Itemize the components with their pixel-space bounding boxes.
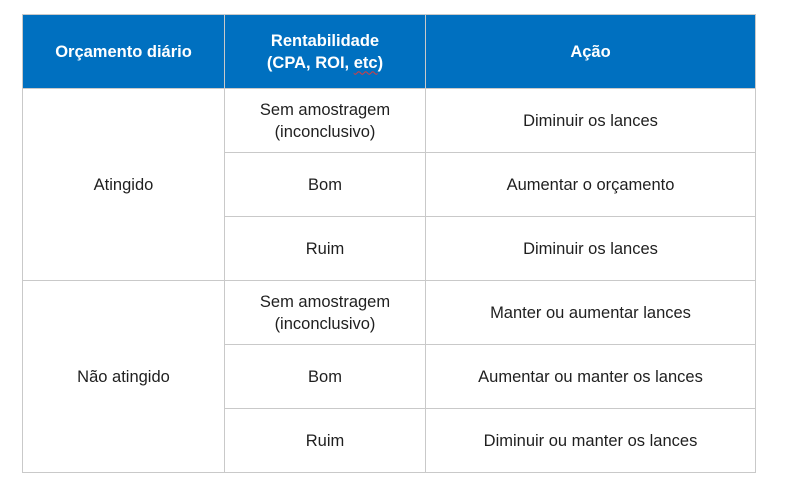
header-profitability-etc: etc xyxy=(353,53,378,72)
profitability-cell: Bom xyxy=(225,345,426,409)
header-profitability-prefix: (CPA, ROI, xyxy=(266,53,354,72)
profitability-line2: (inconclusivo) xyxy=(274,314,376,333)
action-cell: Diminuir ou manter os lances xyxy=(426,409,756,473)
table-row xyxy=(23,89,756,153)
action-cell: Manter ou aumentar lances xyxy=(426,281,756,345)
action-cell: Diminuir os lances xyxy=(426,217,756,281)
profitability-cell: Ruim xyxy=(225,409,426,473)
action-cell: Diminuir os lances xyxy=(426,89,756,153)
profitability-cell xyxy=(225,281,426,345)
header-profitability-suffix: ) xyxy=(377,53,384,72)
profitability-cell xyxy=(225,89,426,153)
header-row xyxy=(23,15,756,89)
action-cell: Aumentar o orçamento xyxy=(426,153,756,217)
budget-cell: Atingido xyxy=(23,89,225,281)
action-cell: Aumentar ou manter os lances xyxy=(426,345,756,409)
header-action: Ação xyxy=(426,15,756,89)
header-profitability-line1: Rentabilidade xyxy=(270,31,380,50)
profitability-cell: Ruim xyxy=(225,217,426,281)
header-profitability-line2 xyxy=(231,52,419,74)
profitability-cell: Bom xyxy=(225,153,426,217)
profitability-line1: Sem amostragem xyxy=(259,100,391,119)
budget-strategy-table xyxy=(22,14,756,473)
profitability-line1: Sem amostragem xyxy=(259,292,391,311)
profitability-line2: (inconclusivo) xyxy=(274,122,376,141)
header-budget: Orçamento diário xyxy=(23,15,225,89)
budget-cell: Não atingido xyxy=(23,281,225,473)
table-row xyxy=(23,281,756,345)
header-profitability xyxy=(225,15,426,89)
